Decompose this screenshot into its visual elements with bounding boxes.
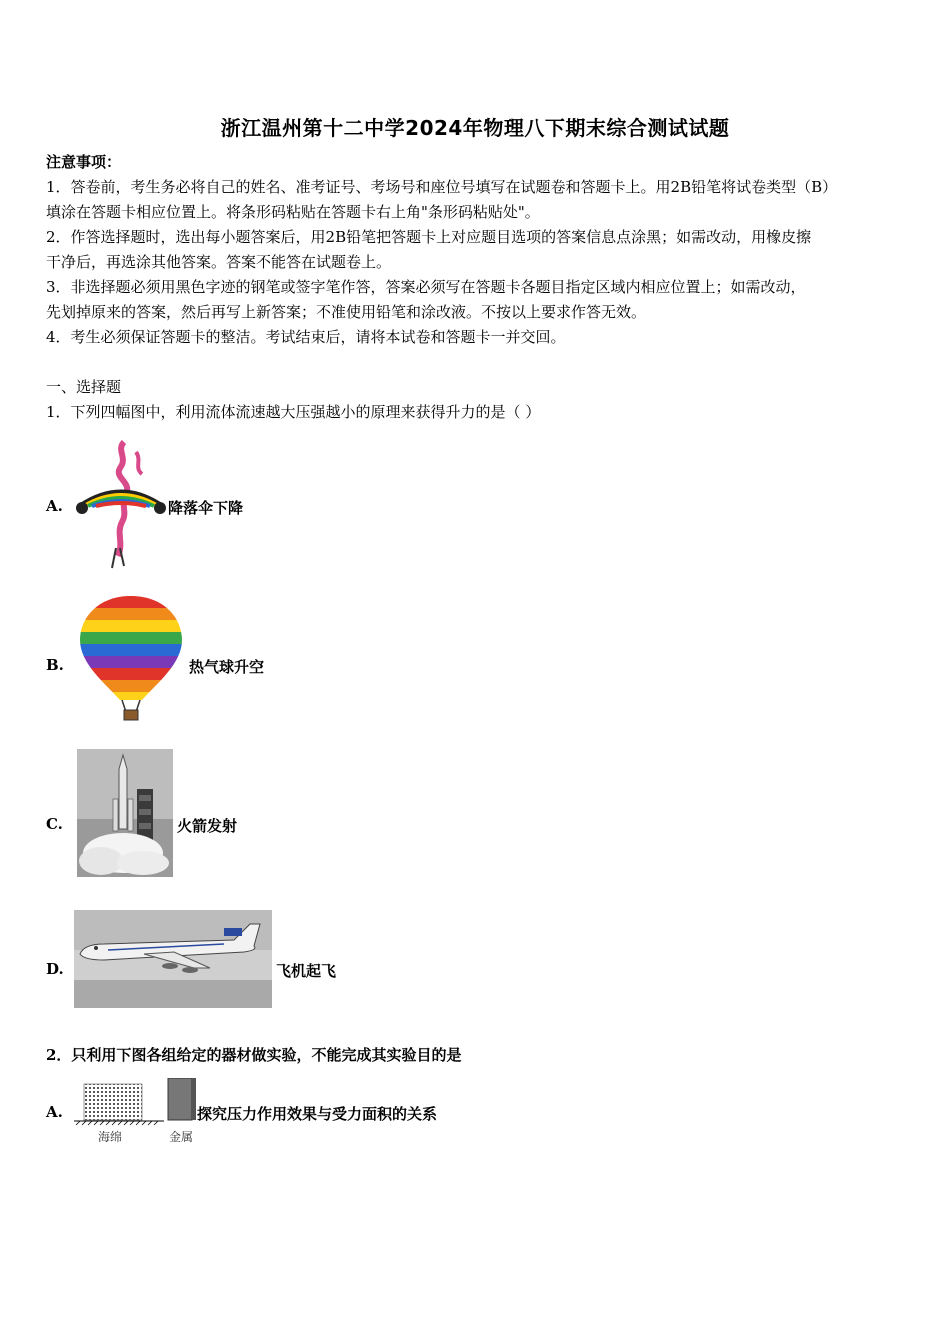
notice-line: 先划掉原来的答案，然后再写上新答案；不准使用铅笔和涂改液。不按以上要求作答无效。	[46, 303, 647, 321]
section-heading: 一、选择题	[46, 378, 122, 396]
option-b-text: 热气球升空	[189, 658, 265, 676]
airplane-image	[74, 910, 272, 1008]
option-a-letter: A.	[46, 497, 63, 515]
option-c-text: 火箭发射	[177, 817, 238, 835]
notice-line: 1．答卷前，考生务必将自己的姓名、准考证号、考场号和座位号填写在试题卷和答题卡上。用2B铅笔将试卷类型（B）	[46, 178, 838, 196]
question-2-stem: 2．只利用下图各组给定的器材做实验，不能完成其实验目的是	[46, 1046, 462, 1064]
notice-line: 填涂在答题卡相应位置上。将条形码粘贴在答题卡右上角"条形码粘贴处"。	[46, 203, 540, 221]
option-d-letter: D.	[46, 960, 64, 978]
notice-line: 2．作答选择题时，选出每小题答案后，用2B铅笔把答题卡上对应题目选项的答案信息点涂黑；如需改动，用橡皮擦	[46, 228, 812, 246]
sponge-and-metal-image	[72, 1078, 200, 1128]
option-c-letter: C.	[46, 815, 63, 833]
parachute-image	[76, 438, 166, 570]
q2-option-a-text: 探究压力作用效果与受力面积的关系	[197, 1105, 438, 1123]
question-1-stem: 1．下列四幅图中，利用流体流速越大压强越小的原理来获得升力的是（ ）	[46, 403, 541, 421]
q2-option-a-letter: A.	[46, 1103, 63, 1121]
notice-heading: 注意事项：	[46, 153, 122, 171]
sponge-label: 海绵	[98, 1130, 123, 1144]
notice-line: 干净后，再选涂其他答案。答案不能答在试题卷上。	[46, 253, 392, 271]
option-b-letter: B.	[46, 656, 64, 674]
option-d-text: 飞机起飞	[276, 962, 337, 980]
page-title: 浙江温州第十二中学2024年物理八下期末综合测试试题	[220, 116, 730, 140]
notice-line: 3．非选择题必须用黑色字迹的钢笔或签字笔作答，答案必须写在答题卡各题目指定区域内相应位置上；如需改动，	[46, 278, 806, 296]
option-a-text: 降落伞下降	[168, 499, 244, 517]
hot-air-balloon-image	[78, 594, 184, 722]
rocket-launch-image	[77, 749, 173, 877]
notice-line: 4．考生必须保证答题卡的整洁。考试结束后，请将本试卷和答题卡一并交回。	[46, 328, 566, 346]
metal-label: 金属	[169, 1130, 194, 1144]
